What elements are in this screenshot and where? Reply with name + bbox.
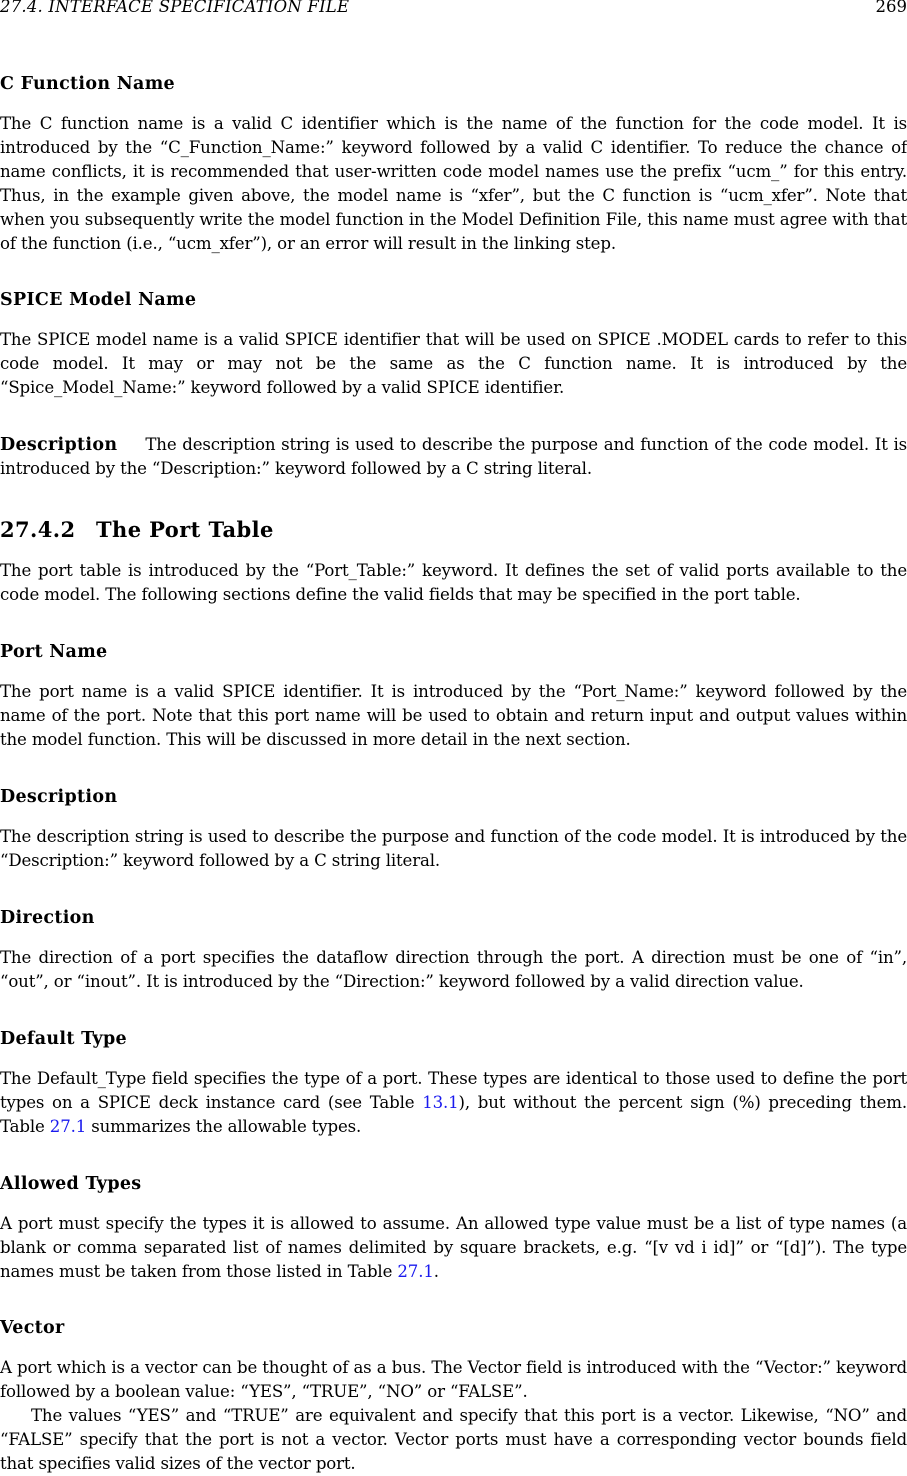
paragraph-default-type xyxy=(0,1067,907,1139)
subsection-number: 27.4.2 xyxy=(0,516,96,544)
default-type-text-a: The Default_Type field specifies the type of a port. These types are identical to those used to define the port types on a SPICE deck instance card (see Table xyxy=(0,1069,907,1112)
heading-c-function-name: C Function Name xyxy=(0,72,175,96)
paragraph-c-function-name: The C function name is a valid C identifier which is the name of the function for the code model. It is introduced by the “C_Function_Name:” keyword followed by a valid C identifier. To reduce the chance of name conflicts, it is recommended that user-written code model names use the prefix “ucm_” for this entry. Thus, in the example given above, the model name is “xfer”, but the C function is “ucm_xfer”. Note that when you subsequently write the model function in the Model Definition File, this name must agree with that of the function (i.e., “ucm_xfer”), or an error will result in the linking step. xyxy=(0,112,907,256)
heading-vector: Vector xyxy=(0,1316,65,1340)
table-27-1-link[interactable]: 27.1 xyxy=(397,1262,433,1281)
paragraph-description: The description string is used to describe the purpose and function of the code model. It is introduced by the “Description:” keyword followed by a C string literal. xyxy=(0,825,907,873)
paragraph-port-table: The port table is introduced by the “Port_Table:” keyword. It defines the set of valid ports available to the code model. The following sections define the valid fields that may be specified in the port table. xyxy=(0,559,907,607)
heading-default-type: Default Type xyxy=(0,1027,127,1051)
description-runin-text: The description string is used to describe the purpose and function of the code model. It is introduced by the “Description:” keyword followed by a C string literal. xyxy=(0,435,907,478)
allowed-types-text-b: . xyxy=(434,1262,439,1281)
paragraph-spice-model-name: The SPICE model name is a valid SPICE identifier that will be used on SPICE .MODEL cards to refer to this code model. It may or may not be the same as the C function name. It is introduced by the “Spice_Model_Name:” keyword followed by a valid SPICE identifier. xyxy=(0,328,907,400)
paragraph-vector-1: A port which is a vector can be thought of as a bus. The Vector field is introduced with the “Vector:” keyword followed by a boolean value: “YES”, “TRUE”, “NO” or “FALSE”. xyxy=(0,1356,907,1404)
heading-description: Description xyxy=(0,785,117,809)
running-header xyxy=(0,0,907,17)
page-number: 269 xyxy=(876,0,907,16)
heading-spice-model-name: SPICE Model Name xyxy=(0,288,196,312)
paragraph-allowed-types xyxy=(0,1212,907,1284)
subsection-heading-port-table xyxy=(0,516,274,544)
table-13-1-link[interactable]: 13.1 xyxy=(422,1093,458,1112)
paragraph-port-name: The port name is a valid SPICE identifier. It is introduced by the “Port_Name:” keyword followed by the name of the port. Note that this port name will be used to obtain and return input and output values within the model function. This will be discussed in more detail in the next section. xyxy=(0,680,907,752)
chapter-section-title: 27.4. INTERFACE SPECIFICATION FILE xyxy=(0,0,349,16)
subsection-title: The Port Table xyxy=(96,517,274,542)
heading-port-name: Port Name xyxy=(0,640,107,664)
heading-allowed-types: Allowed Types xyxy=(0,1172,141,1196)
paragraph-description-runin xyxy=(0,433,907,481)
allowed-types-text-a: A port must specify the types it is allowed to assume. An allowed type value must be a list of type names (a blank or comma separated list of names delimited by square brackets, e.g. “[v vd i id]” or “[d]”). The type names must be taken from those listed in Table xyxy=(0,1214,907,1281)
paragraph-vector-2: The values “YES” and “TRUE” are equivalent and specify that this port is a vector. Likewise, “NO” and “FALSE” specify that the port is not a vector. Vector ports must have a corresponding vector bounds field that specifies valid sizes of the vector port. xyxy=(0,1404,907,1476)
paragraph-direction: The direction of a port specifies the dataflow direction through the port. A direction must be one of “in”, “out”, or “inout”. It is introduced by the “Direction:” keyword followed by a valid direction value. xyxy=(0,946,907,994)
heading-description-runin: Description xyxy=(0,435,117,455)
table-27-1-link[interactable]: 27.1 xyxy=(50,1117,86,1136)
default-type-text-b: ), but without the percent sign (%) preceding them. Table xyxy=(0,1093,907,1136)
default-type-text-c: summarizes the allowable types. xyxy=(86,1117,361,1136)
heading-direction: Direction xyxy=(0,906,95,930)
